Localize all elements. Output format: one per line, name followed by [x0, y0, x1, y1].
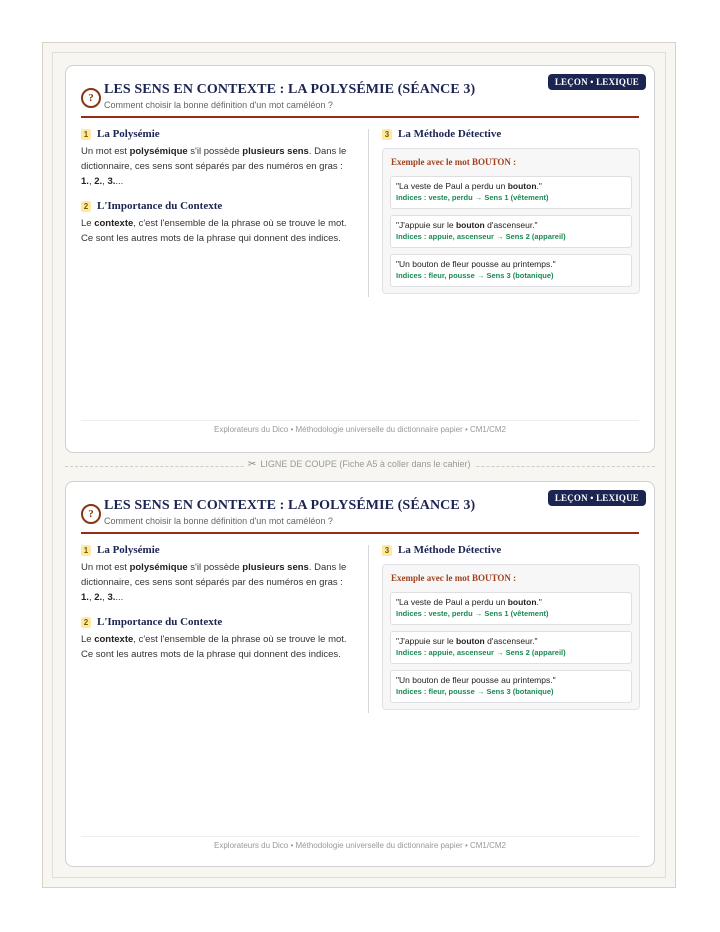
example-item: [390, 670, 632, 703]
section-title: La Méthode Détective: [398, 128, 502, 140]
column-divider: [368, 129, 369, 297]
example-sentence: "Un bouton de fleur pousse au printemps.": [396, 675, 556, 685]
scissors-icon: ✂: [248, 459, 257, 470]
lesson-card-2: [65, 481, 655, 867]
left-column: [81, 128, 356, 246]
polysemie-paragraph: Un mot est polysémique s'il possède plusieurs sens. Dans le dictionnaire, ces sens sont séparés par des numéros en gras : 1., 2., 3....: [81, 562, 347, 603]
page-subtitle: Comment choisir la bonne définition d'un mot caméléon ?: [104, 100, 333, 110]
example-hint: Indices : appuie, ascenseur → Sens 2 (appareil): [396, 232, 566, 241]
lesson-card-1: [65, 65, 655, 453]
card-footer: Explorateurs du Dico • Méthodologie universelle du dictionnaire papier • CM1/CM2: [81, 420, 639, 434]
contexte-paragraph: Le contexte, c'est l'ensemble de la phrase où se trouve le mot. Ce sont les autres mots de la phrase qui donnent des indices.: [81, 218, 347, 244]
example-sentence: "Un bouton de fleur pousse au printemps.": [396, 259, 556, 269]
section-number: 2: [81, 201, 91, 212]
right-column: [382, 128, 640, 294]
section-3-heading: [382, 128, 640, 140]
example-hint: Indices : fleur, pousse → Sens 3 (botanique): [396, 271, 554, 280]
section-title: La Polysémie: [97, 544, 160, 556]
column-divider: [368, 545, 369, 713]
example-item: [390, 254, 632, 287]
section-1-heading: [81, 544, 356, 556]
right-column: [382, 544, 640, 710]
example-item: [390, 215, 632, 248]
page-title: LES SENS EN CONTEXTE : LA POLYSÉMIE (SÉANCE 3): [104, 498, 476, 513]
example-item: [390, 176, 632, 209]
section-title: L'Importance du Contexte: [97, 616, 223, 628]
page-title: LES SENS EN CONTEXTE : LA POLYSÉMIE (SÉANCE 3): [104, 82, 476, 97]
example-title: Exemple avec le mot BOUTON :: [391, 157, 517, 167]
card-header: [81, 80, 639, 118]
example-hint: Indices : veste, perdu → Sens 1 (vêtement): [396, 193, 549, 202]
section-number: 3: [382, 545, 392, 556]
example-title: Exemple avec le mot BOUTON :: [391, 573, 517, 583]
section-number: 3: [382, 129, 392, 140]
contexte-paragraph: Le contexte, c'est l'ensemble de la phrase où se trouve le mot. Ce sont les autres mots de la phrase qui donnent des indices.: [81, 634, 347, 660]
section-number: 1: [81, 545, 91, 556]
section-3-heading: [382, 544, 640, 556]
cut-line-label: ✂ LIGNE DE COUPE (Fiche A5 à coller dans le cahier): [244, 459, 474, 470]
example-box: [382, 564, 640, 710]
polysemie-paragraph: Un mot est polysémique s'il possède plusieurs sens. Dans le dictionnaire, ces sens sont séparés par des numéros en gras : 1., 2., 3....: [81, 146, 347, 187]
example-box: [382, 148, 640, 294]
left-column: [81, 544, 356, 662]
example-sentence: "La veste de Paul a perdu un bouton.": [396, 597, 542, 607]
example-item: [390, 592, 632, 625]
question-circle-icon: ?: [81, 88, 101, 108]
example-hint: Indices : veste, perdu → Sens 1 (vêtement): [396, 609, 549, 618]
section-title: La Polysémie: [97, 128, 160, 140]
lesson-badge: LEÇON • LEXIQUE: [548, 74, 646, 90]
section-number: 2: [81, 617, 91, 628]
card-footer: Explorateurs du Dico • Méthodologie universelle du dictionnaire papier • CM1/CM2: [81, 836, 639, 850]
section-2-heading: [81, 200, 356, 212]
section-title: L'Importance du Contexte: [97, 200, 223, 212]
example-item: [390, 631, 632, 664]
example-sentence: "J'appuie sur le bouton d'ascenseur.": [396, 220, 538, 230]
section-2-heading: [81, 616, 356, 628]
section-number: 1: [81, 129, 91, 140]
example-sentence: "La veste de Paul a perdu un bouton.": [396, 181, 542, 191]
lesson-badge: LEÇON • LEXIQUE: [548, 490, 646, 506]
example-hint: Indices : fleur, pousse → Sens 3 (botanique): [396, 687, 554, 696]
section-1-heading: [81, 128, 356, 140]
section-title: La Méthode Détective: [398, 544, 502, 556]
page-subtitle: Comment choisir la bonne définition d'un mot caméléon ?: [104, 516, 333, 526]
example-sentence: "J'appuie sur le bouton d'ascenseur.": [396, 636, 538, 646]
card-header: [81, 496, 639, 534]
question-circle-icon: ?: [81, 504, 101, 524]
example-hint: Indices : appuie, ascenseur → Sens 2 (appareil): [396, 648, 566, 657]
